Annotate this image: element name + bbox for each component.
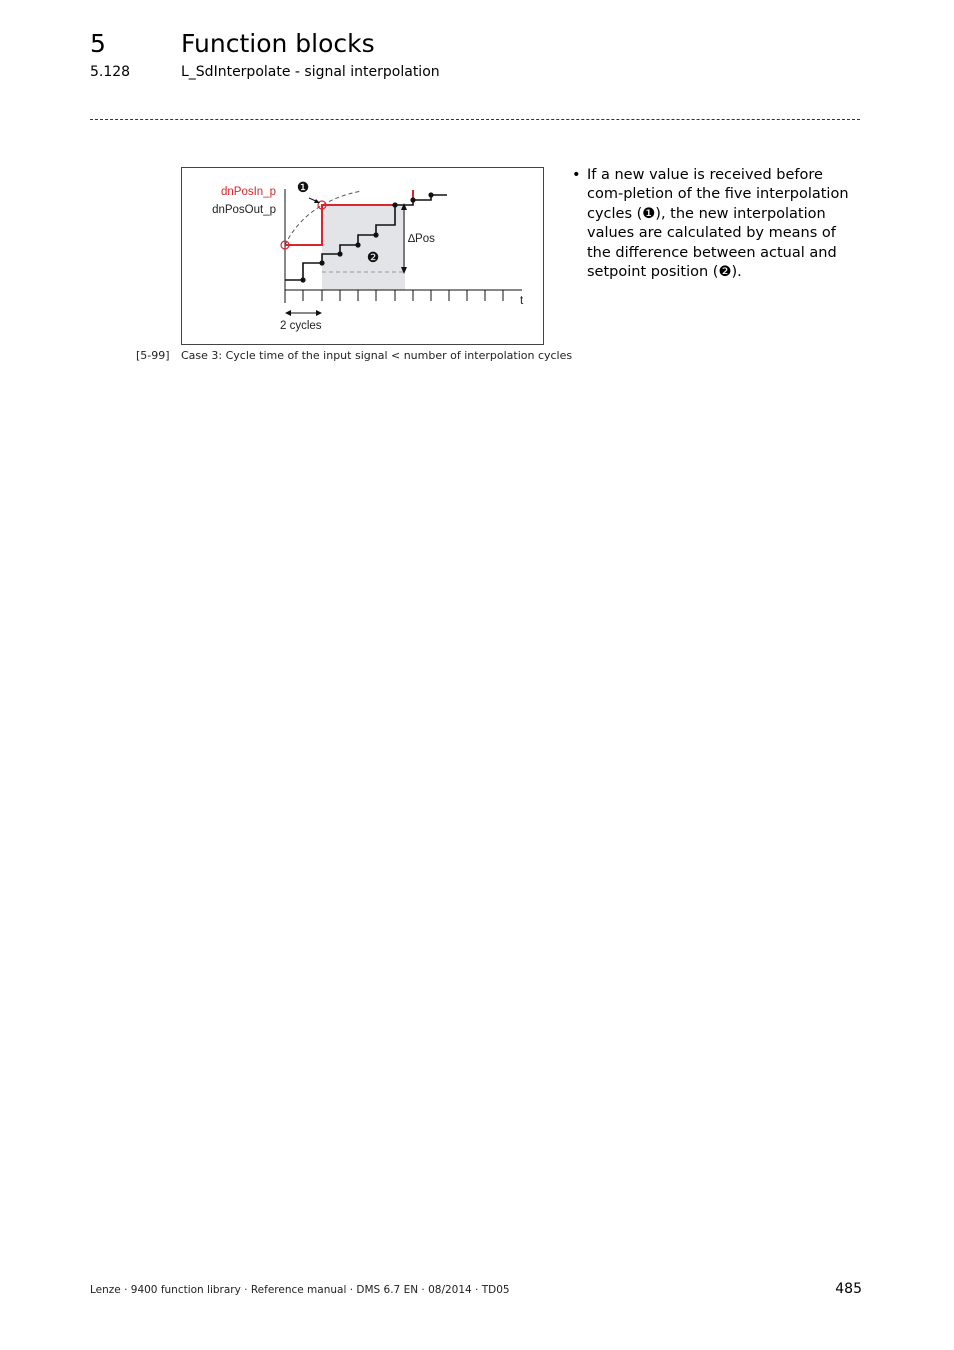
interpolation-diagram (182, 168, 545, 346)
bullet-text: If a new value is received before com-pletion of the five interpolation cycles (❶), the new interpolation values are calculated by means of the difference between actual and setpoint position (❷). (587, 167, 849, 281)
section-title: L_SdInterpolate - signal interpolation (181, 64, 440, 80)
page-number: 485 (835, 1281, 862, 1297)
chapter-title: Function blocks (181, 29, 375, 58)
output-signal-label: dnPosOut_p (212, 204, 276, 216)
cycles-arrowhead-left (285, 310, 291, 316)
time-axis-label: t (520, 295, 524, 307)
chapter-number: 5 (90, 29, 106, 58)
figure-caption: Case 3: Cycle time of the input signal < number of interpolation cycles (181, 349, 573, 362)
shaded-area (322, 205, 405, 290)
cycles-arrowhead-right (316, 310, 322, 316)
x-axis-ticks (303, 290, 503, 301)
figure-caption-number: [5-99] (136, 349, 170, 362)
section-number: 5.128 (90, 64, 131, 80)
header-divider (90, 119, 860, 120)
marker-1-label: ❶ (296, 179, 310, 195)
marker-2-label: ❷ (366, 249, 380, 265)
figure-box (181, 167, 544, 345)
input-signal-label: dnPosIn_p (221, 186, 276, 198)
delta-pos-label: ∆Pos (408, 233, 435, 245)
bullet-symbol: • (572, 167, 581, 183)
footer-text: Lenze · 9400 function library · Reference manual · DMS 6.7 EN · 08/2014 · TD05 (90, 1284, 510, 1296)
cycles-label: 2 cycles (280, 320, 322, 332)
